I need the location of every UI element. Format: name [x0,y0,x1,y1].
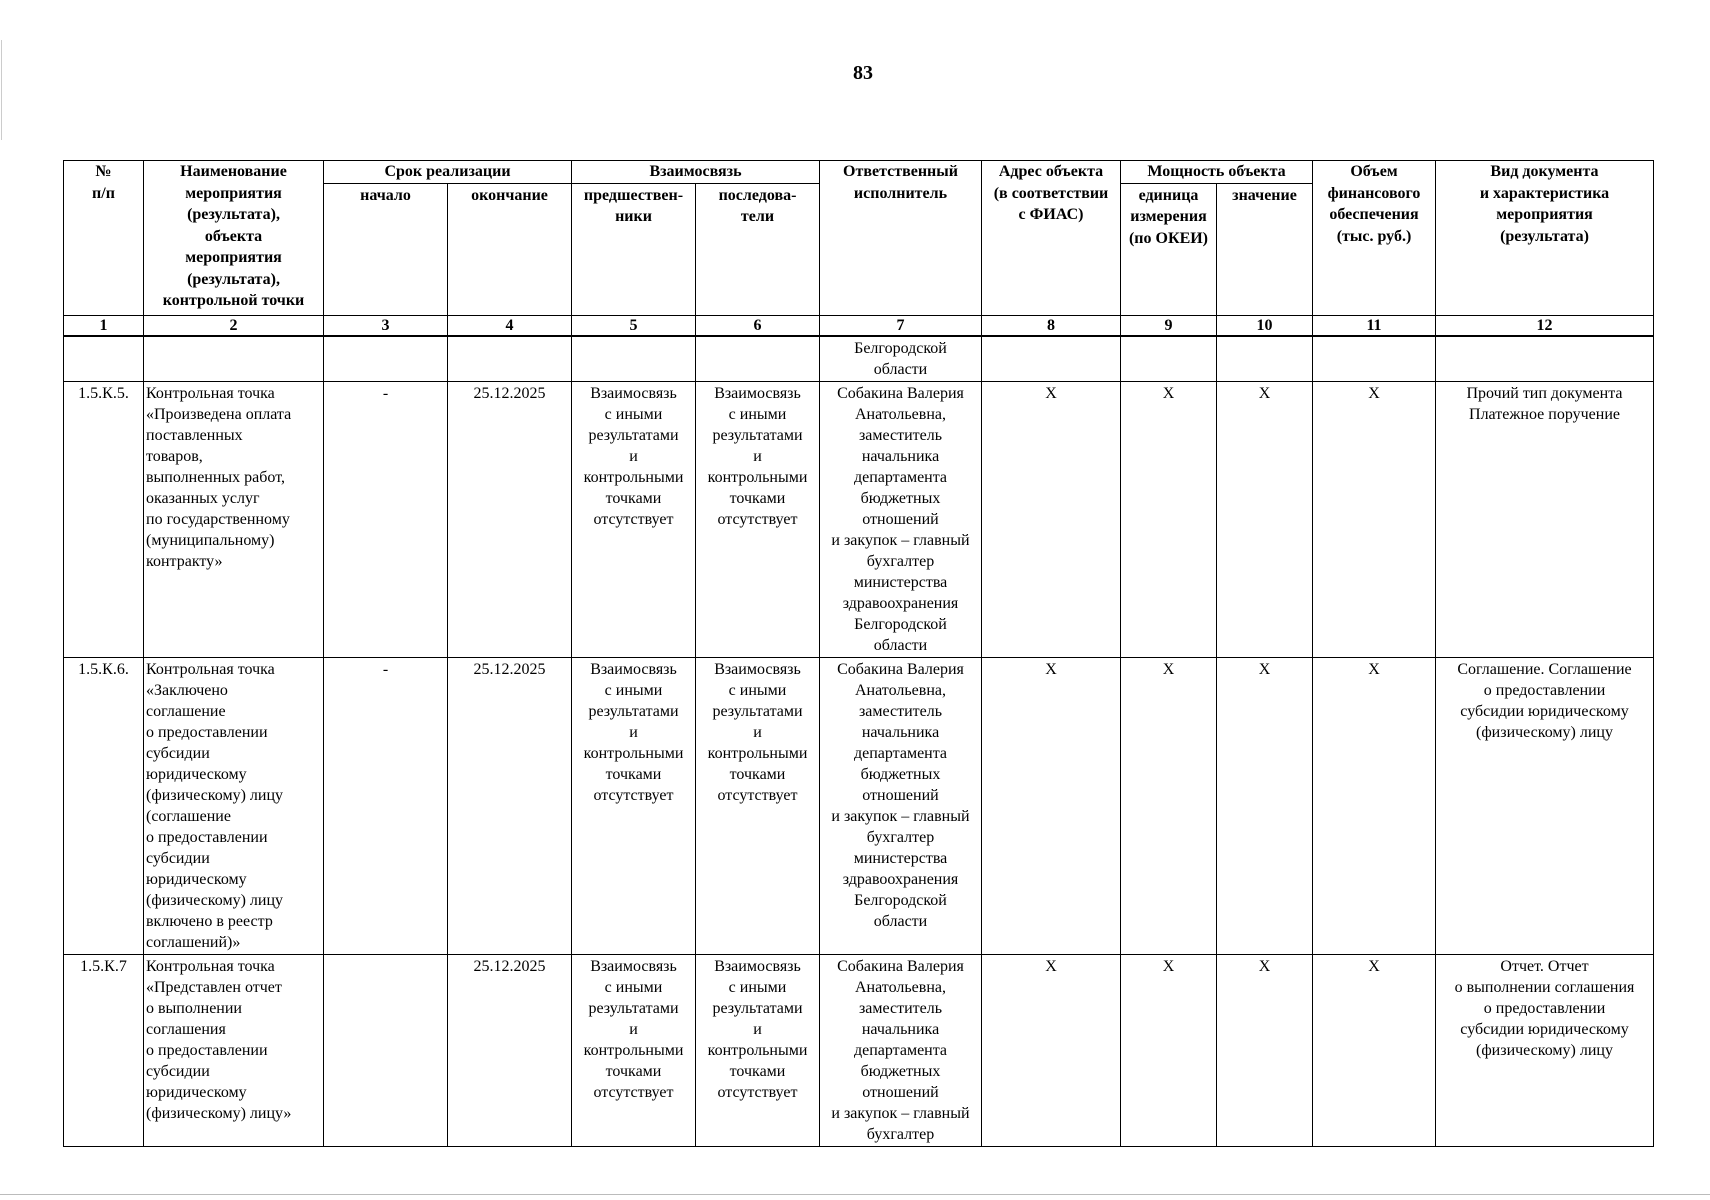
doc-cell: Отчет. Отчет о выполнении соглашения о предоставлении субсидии юридическому (физическому) лицу [1436,954,1654,1146]
column-number: 12 [1436,315,1654,336]
table-cell [1313,336,1436,382]
doc-cell: Прочий тип документа Платежное поручение [1436,381,1654,657]
table-cell [1436,336,1654,382]
table-cell [324,336,448,382]
header-end: окончание [448,183,572,315]
end-cell: 25.12.2025 [448,381,572,657]
responsible-cell: Собакина Валерия Анатольевна, заместитель начальника департамента бюджетных отношений и закупок – главный бухгалтер [820,954,982,1146]
end-cell: 25.12.2025 [448,657,572,954]
name-cell: Контрольная точка «Представлен отчет о выполнении соглашения о предоставлении субсидии юридическому (физическому) лицу» [144,954,324,1146]
header-predecessors: предшествен- ники [572,183,696,315]
header-row-1 [64,161,1654,184]
responsible-cell: Собакина Валерия Анатольевна, заместитель начальника департамента бюджетных отношений и закупок – главный бухгалтер министерства здравоохранения Белгородской области [820,381,982,657]
header-name: Наименование мероприятия (результата), объекта мероприятия (результата), контрольной точки [144,161,324,316]
address-cell: X [982,657,1121,954]
table-cell [448,336,572,382]
header-link: Взаимосвязь [572,161,820,184]
table-row [64,381,1654,657]
column-numbers-row [64,315,1654,336]
column-number: 1 [64,315,144,336]
column-number: 10 [1217,315,1313,336]
predecessors-cell: Взаимосвязь с иными результатами и контрольными точками отсутствует [572,954,696,1146]
value-cell: X [1217,381,1313,657]
predecessors-cell: Взаимосвязь с иными результатами и контрольными точками отсутствует [572,657,696,954]
num-cell: 1.5.К.7 [64,954,144,1146]
name-cell: Контрольная точка «Заключено соглашение о предоставлении субсидии юридическому (физическому) лицу (соглашение о предоставлении субсидии юридическому (физическому) лицу включено в реестр соглашений)» [144,657,324,954]
finance-cell: X [1313,657,1436,954]
header-doc: Вид документа и характеристика мероприятия (результата) [1436,161,1654,316]
table-cell [144,336,324,382]
successors-cell: Взаимосвязь с иными результатами и контрольными точками отсутствует [696,954,820,1146]
doc-cell: Соглашение. Соглашение о предоставлении субсидии юридическому (физическому) лицу [1436,657,1654,954]
header-address: Адрес объекта (в соответствии с ФИАС) [982,161,1121,316]
header-unit: единица измерения (по ОКЕИ) [1121,183,1217,315]
responsible-cell: Собакина Валерия Анатольевна, заместитель начальника департамента бюджетных отношений и закупок – главный бухгалтер министерства здравоохранения Белгородской области [820,657,982,954]
num-cell: 1.5.К.5. [64,381,144,657]
address-cell: X [982,954,1121,1146]
unit-cell: X [1121,381,1217,657]
column-number: 11 [1313,315,1436,336]
column-number: 6 [696,315,820,336]
start-cell: - [324,657,448,954]
table-cell [1217,336,1313,382]
column-number: 2 [144,315,324,336]
table-cell [1121,336,1217,382]
header-num: № п/п [64,161,144,316]
scan-edge-line [0,1194,1710,1195]
page-number: 83 [853,62,873,84]
table-cell [64,336,144,382]
responsible-cell: Белгородской области [820,336,982,382]
header-term: Срок реализации [324,161,572,184]
table-cell [696,336,820,382]
column-number: 3 [324,315,448,336]
finance-cell: X [1313,381,1436,657]
name-cell: Контрольная точка «Произведена оплата поставленных товаров, выполненных работ, оказанных услуг по государственному (муниципальному) контракту» [144,381,324,657]
column-number: 8 [982,315,1121,336]
value-cell: X [1217,954,1313,1146]
table-cell [572,336,696,382]
header-power: Мощность объекта [1121,161,1313,184]
column-number: 7 [820,315,982,336]
table-cell [982,336,1121,382]
value-cell: X [1217,657,1313,954]
predecessors-cell: Взаимосвязь с иными результатами и контрольными точками отсутствует [572,381,696,657]
finance-cell: X [1313,954,1436,1146]
num-cell: 1.5.К.6. [64,657,144,954]
address-cell: X [982,381,1121,657]
table-row [64,657,1654,954]
header-finance: Объем финансового обеспечения (тыс. руб.) [1313,161,1436,316]
header-start: начало [324,183,448,315]
column-number: 9 [1121,315,1217,336]
column-number: 5 [572,315,696,336]
header-responsible: Ответственный исполнитель [820,161,982,316]
start-cell [324,954,448,1146]
table-row [64,954,1654,1146]
unit-cell: X [1121,954,1217,1146]
unit-cell: X [1121,657,1217,954]
successors-cell: Взаимосвязь с иными результатами и контрольными точками отсутствует [696,657,820,954]
plan-table [63,160,1654,1147]
header-successors: последова- тели [696,183,820,315]
start-cell: - [324,381,448,657]
successors-cell: Взаимосвязь с иными результатами и контрольными точками отсутствует [696,381,820,657]
scan-edge-line [1,40,2,140]
header-value: значение [1217,183,1313,315]
column-number: 4 [448,315,572,336]
end-cell: 25.12.2025 [448,954,572,1146]
continuation-row [64,336,1654,382]
